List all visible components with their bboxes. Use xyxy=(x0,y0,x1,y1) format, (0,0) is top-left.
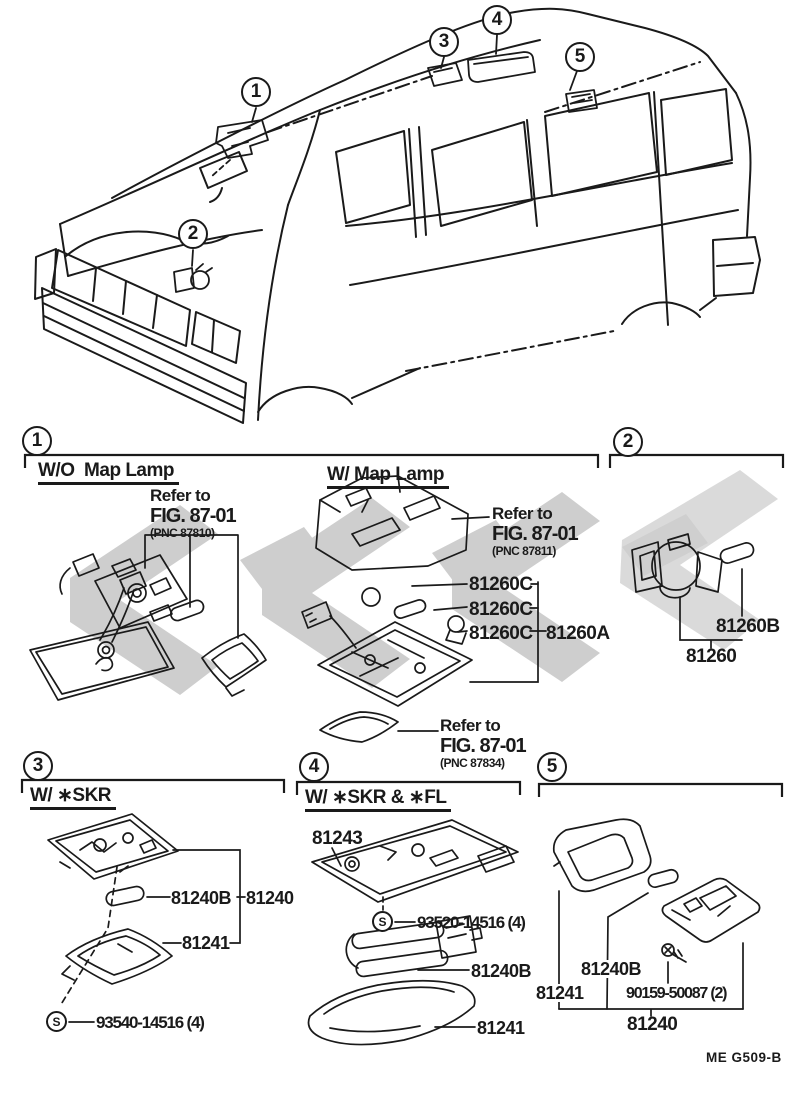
section-5-marker: 5 xyxy=(537,752,567,782)
part-label-81260a: 81260A xyxy=(546,623,610,644)
van-callout-1: 1 xyxy=(241,77,271,107)
section-1-marker: 1 xyxy=(22,426,52,456)
refer-line-3: (PNC 87810) xyxy=(150,526,215,540)
refer-line-1: Refer to xyxy=(492,504,553,523)
roof-lamp-part-1 xyxy=(212,120,268,176)
part-label-81243: 81243 xyxy=(312,828,363,849)
part-label-81241-s4: 81241 xyxy=(477,1018,525,1038)
refer-line-2: FIG. 87-01 xyxy=(440,735,526,757)
refer-line-2: FIG. 87-01 xyxy=(492,523,578,545)
refer-line-3: (PNC 87834) xyxy=(440,756,505,770)
refer-note-pnc-87811 xyxy=(492,505,578,557)
part-label-93520-14516: 93520-14516 (4) xyxy=(417,913,525,932)
part-label-81241-s3: 81241 xyxy=(182,933,230,953)
part-label-81260c-2: 81260C xyxy=(469,599,533,620)
van-drawing xyxy=(35,9,760,423)
part-label-81240-s3: 81240 xyxy=(246,888,294,908)
section-2-marker: 2 xyxy=(613,427,643,457)
refer-line-2: FIG. 87-01 xyxy=(150,505,236,527)
part-label-81260c-3: 81260C xyxy=(469,623,533,644)
van-callout-3: 3 xyxy=(429,27,459,57)
figure-code: ME G509-B xyxy=(706,1050,782,1065)
part-label-81241-s5: 81241 xyxy=(536,983,584,1003)
refer-line-1: Refer to xyxy=(440,716,501,735)
section-4-header: W/ ∗SKR & ∗FL xyxy=(305,788,451,812)
van-callout-5: 5 xyxy=(565,42,595,72)
section-3-header: W/ ∗SKR xyxy=(30,786,116,810)
part-label-81260: 81260 xyxy=(686,646,737,667)
lamp-part-2 xyxy=(174,264,212,292)
part-label-81260c-1: 81260C xyxy=(469,574,533,595)
dome-lamp-skr-drawing xyxy=(48,814,178,984)
refer-line-1: Refer to xyxy=(150,486,211,505)
part-label-90159-50087: 90159-50087 (2) xyxy=(626,985,727,1002)
refer-note-pnc-87810 xyxy=(150,487,236,539)
screw-symbol-s4: S xyxy=(372,911,393,932)
quarter-lamp-drawing xyxy=(554,819,760,962)
part-label-81240-s5: 81240 xyxy=(627,1014,678,1035)
refer-note-pnc-87834 xyxy=(440,717,526,769)
part-label-81240b-s3: 81240B xyxy=(171,888,232,908)
dome-lamp-skr-fl-drawing xyxy=(309,820,519,1045)
part-label-81260b: 81260B xyxy=(716,616,780,637)
part-label-81240b-s4: 81240B xyxy=(471,961,532,981)
part-label-81240b-s5: 81240B xyxy=(581,959,642,979)
section-1-header-wo-map-lamp: W/O Map Lamp xyxy=(38,461,179,485)
screw-symbol-s3: S xyxy=(46,1011,67,1032)
van-callout-2: 2 xyxy=(178,219,208,249)
section-1-header-w-map-lamp: W/ Map Lamp xyxy=(327,465,449,489)
van-callout-4: 4 xyxy=(482,5,512,35)
part-label-93540-14516: 93540-14516 (4) xyxy=(96,1013,204,1032)
section-3-marker: 3 xyxy=(23,751,53,781)
refer-line-3: (PNC 87811) xyxy=(492,544,556,558)
section-4-marker: 4 xyxy=(299,752,329,782)
